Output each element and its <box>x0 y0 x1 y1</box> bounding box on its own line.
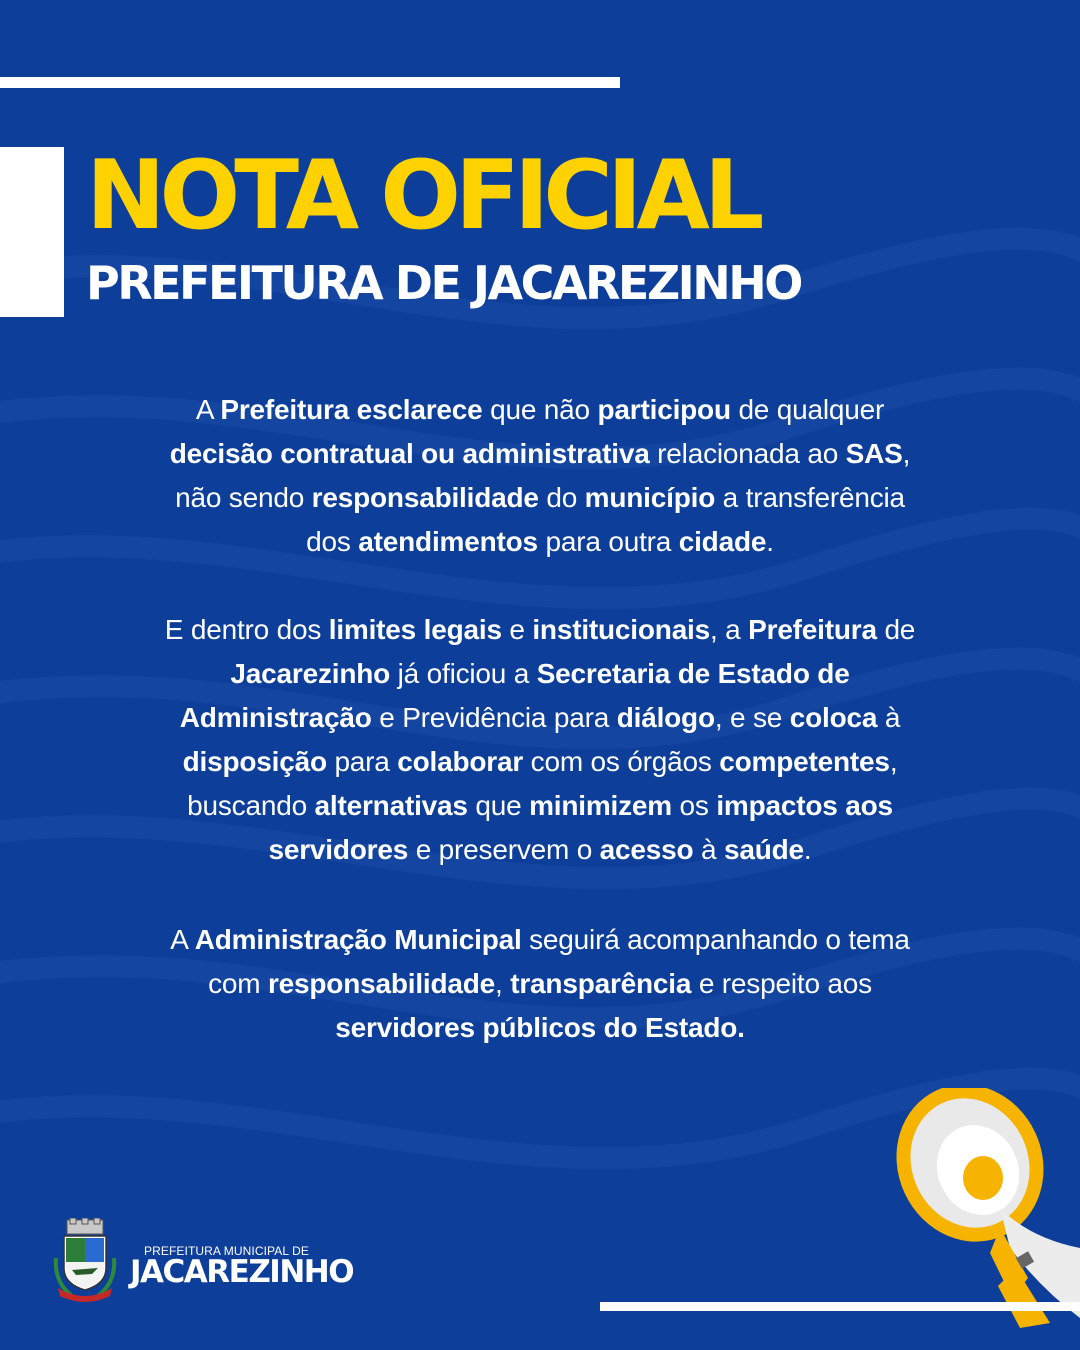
body-text: , <box>889 746 898 777</box>
body-text: com <box>208 968 268 999</box>
body-text: que não <box>482 394 598 425</box>
body-text: a transferência <box>715 482 905 513</box>
megaphone-icon <box>890 1088 1080 1328</box>
bold-text: Administração Municipal <box>194 924 522 955</box>
body-text: e <box>501 614 533 645</box>
body-text: não sendo <box>175 482 312 513</box>
bold-text: alternativas <box>314 790 468 821</box>
body-text: com os órgãos <box>523 746 720 777</box>
body-text: , <box>902 438 911 469</box>
bold-text: institucionais <box>532 614 711 645</box>
body-text: relacionada ao <box>649 438 846 469</box>
bold-text: disposição <box>182 746 327 777</box>
body-text: do <box>538 482 585 513</box>
bold-text: servidores públicos do Estado. <box>335 1012 745 1043</box>
bold-text: decisão contratual ou administrativa <box>169 438 650 469</box>
bold-text: SAS <box>845 438 903 469</box>
body-text: de <box>876 614 916 645</box>
body-text: e preservem o <box>408 834 600 865</box>
bold-text: minimizem <box>529 790 672 821</box>
bold-text: colaborar <box>397 746 524 777</box>
body-text: , a <box>710 614 749 645</box>
bold-text: atendimentos <box>358 526 538 557</box>
bold-text: competentes <box>719 746 890 777</box>
body-text: A <box>195 394 221 425</box>
bold-text: responsabilidade <box>311 482 539 513</box>
bold-text: cidade <box>678 526 767 557</box>
bold-text: impactos aos <box>716 790 893 821</box>
body-text: , <box>495 968 511 999</box>
body-text: . <box>766 526 774 557</box>
bold-text: saúde <box>723 834 804 865</box>
bold-text: Jacarezinho <box>230 658 391 689</box>
logo-caption: PREFEITURA MUNICIPAL DE <box>144 1244 309 1258</box>
body-text: os <box>671 790 717 821</box>
body-text: A <box>170 924 195 955</box>
bottom-divider <box>600 1302 1080 1311</box>
city-logo <box>52 1218 382 1308</box>
body-text: que <box>467 790 530 821</box>
body-text: para outra <box>537 526 679 557</box>
page-subtitle: PREFEITURA DE JACAREZINHO <box>86 256 801 310</box>
bold-text: responsabilidade <box>267 968 496 999</box>
bold-text: participou <box>597 394 731 425</box>
paragraph-2 <box>70 608 1010 872</box>
bold-text: coloca <box>789 702 878 733</box>
paragraph-3 <box>70 918 1010 1050</box>
bold-text: município <box>584 482 716 513</box>
bold-text: limites legais <box>328 614 502 645</box>
body-text: , e se <box>714 702 790 733</box>
title-accent-bar <box>0 147 64 317</box>
paragraph-text <box>70 918 1010 1050</box>
body-text: à <box>877 702 901 733</box>
paragraph-text <box>70 388 1010 564</box>
body-text: E dentro dos <box>164 614 329 645</box>
bold-text: transparência <box>510 968 692 999</box>
city-crest-icon <box>52 1218 118 1304</box>
body-text: . <box>803 834 812 865</box>
body-text: e respeito aos <box>691 968 872 999</box>
body-text: seguirá acompanhando o tema <box>521 924 910 955</box>
bold-text: Prefeitura <box>748 614 877 645</box>
top-divider <box>0 77 620 88</box>
bold-text: Secretaria de Estado de <box>536 658 850 689</box>
body-text: e Previdência para <box>371 702 617 733</box>
bold-text: Prefeitura esclarece <box>220 394 483 425</box>
bold-text: acesso <box>599 834 694 865</box>
paragraph-1 <box>70 388 1010 564</box>
page-title: NOTA OFICIAL <box>86 141 759 251</box>
body-text: de qualquer <box>730 394 885 425</box>
bold-text: Administração <box>179 702 372 733</box>
body-text: buscando <box>187 790 315 821</box>
body-text: à <box>693 834 724 865</box>
body-text: para <box>326 746 398 777</box>
bold-text: servidores <box>268 834 409 865</box>
body-text: já oficiou a <box>390 658 537 689</box>
body-text: dos <box>306 526 359 557</box>
paragraph-text <box>70 608 1010 872</box>
bold-text: diálogo <box>616 702 715 733</box>
logo-name: JACAREZINHO <box>130 1254 354 1290</box>
